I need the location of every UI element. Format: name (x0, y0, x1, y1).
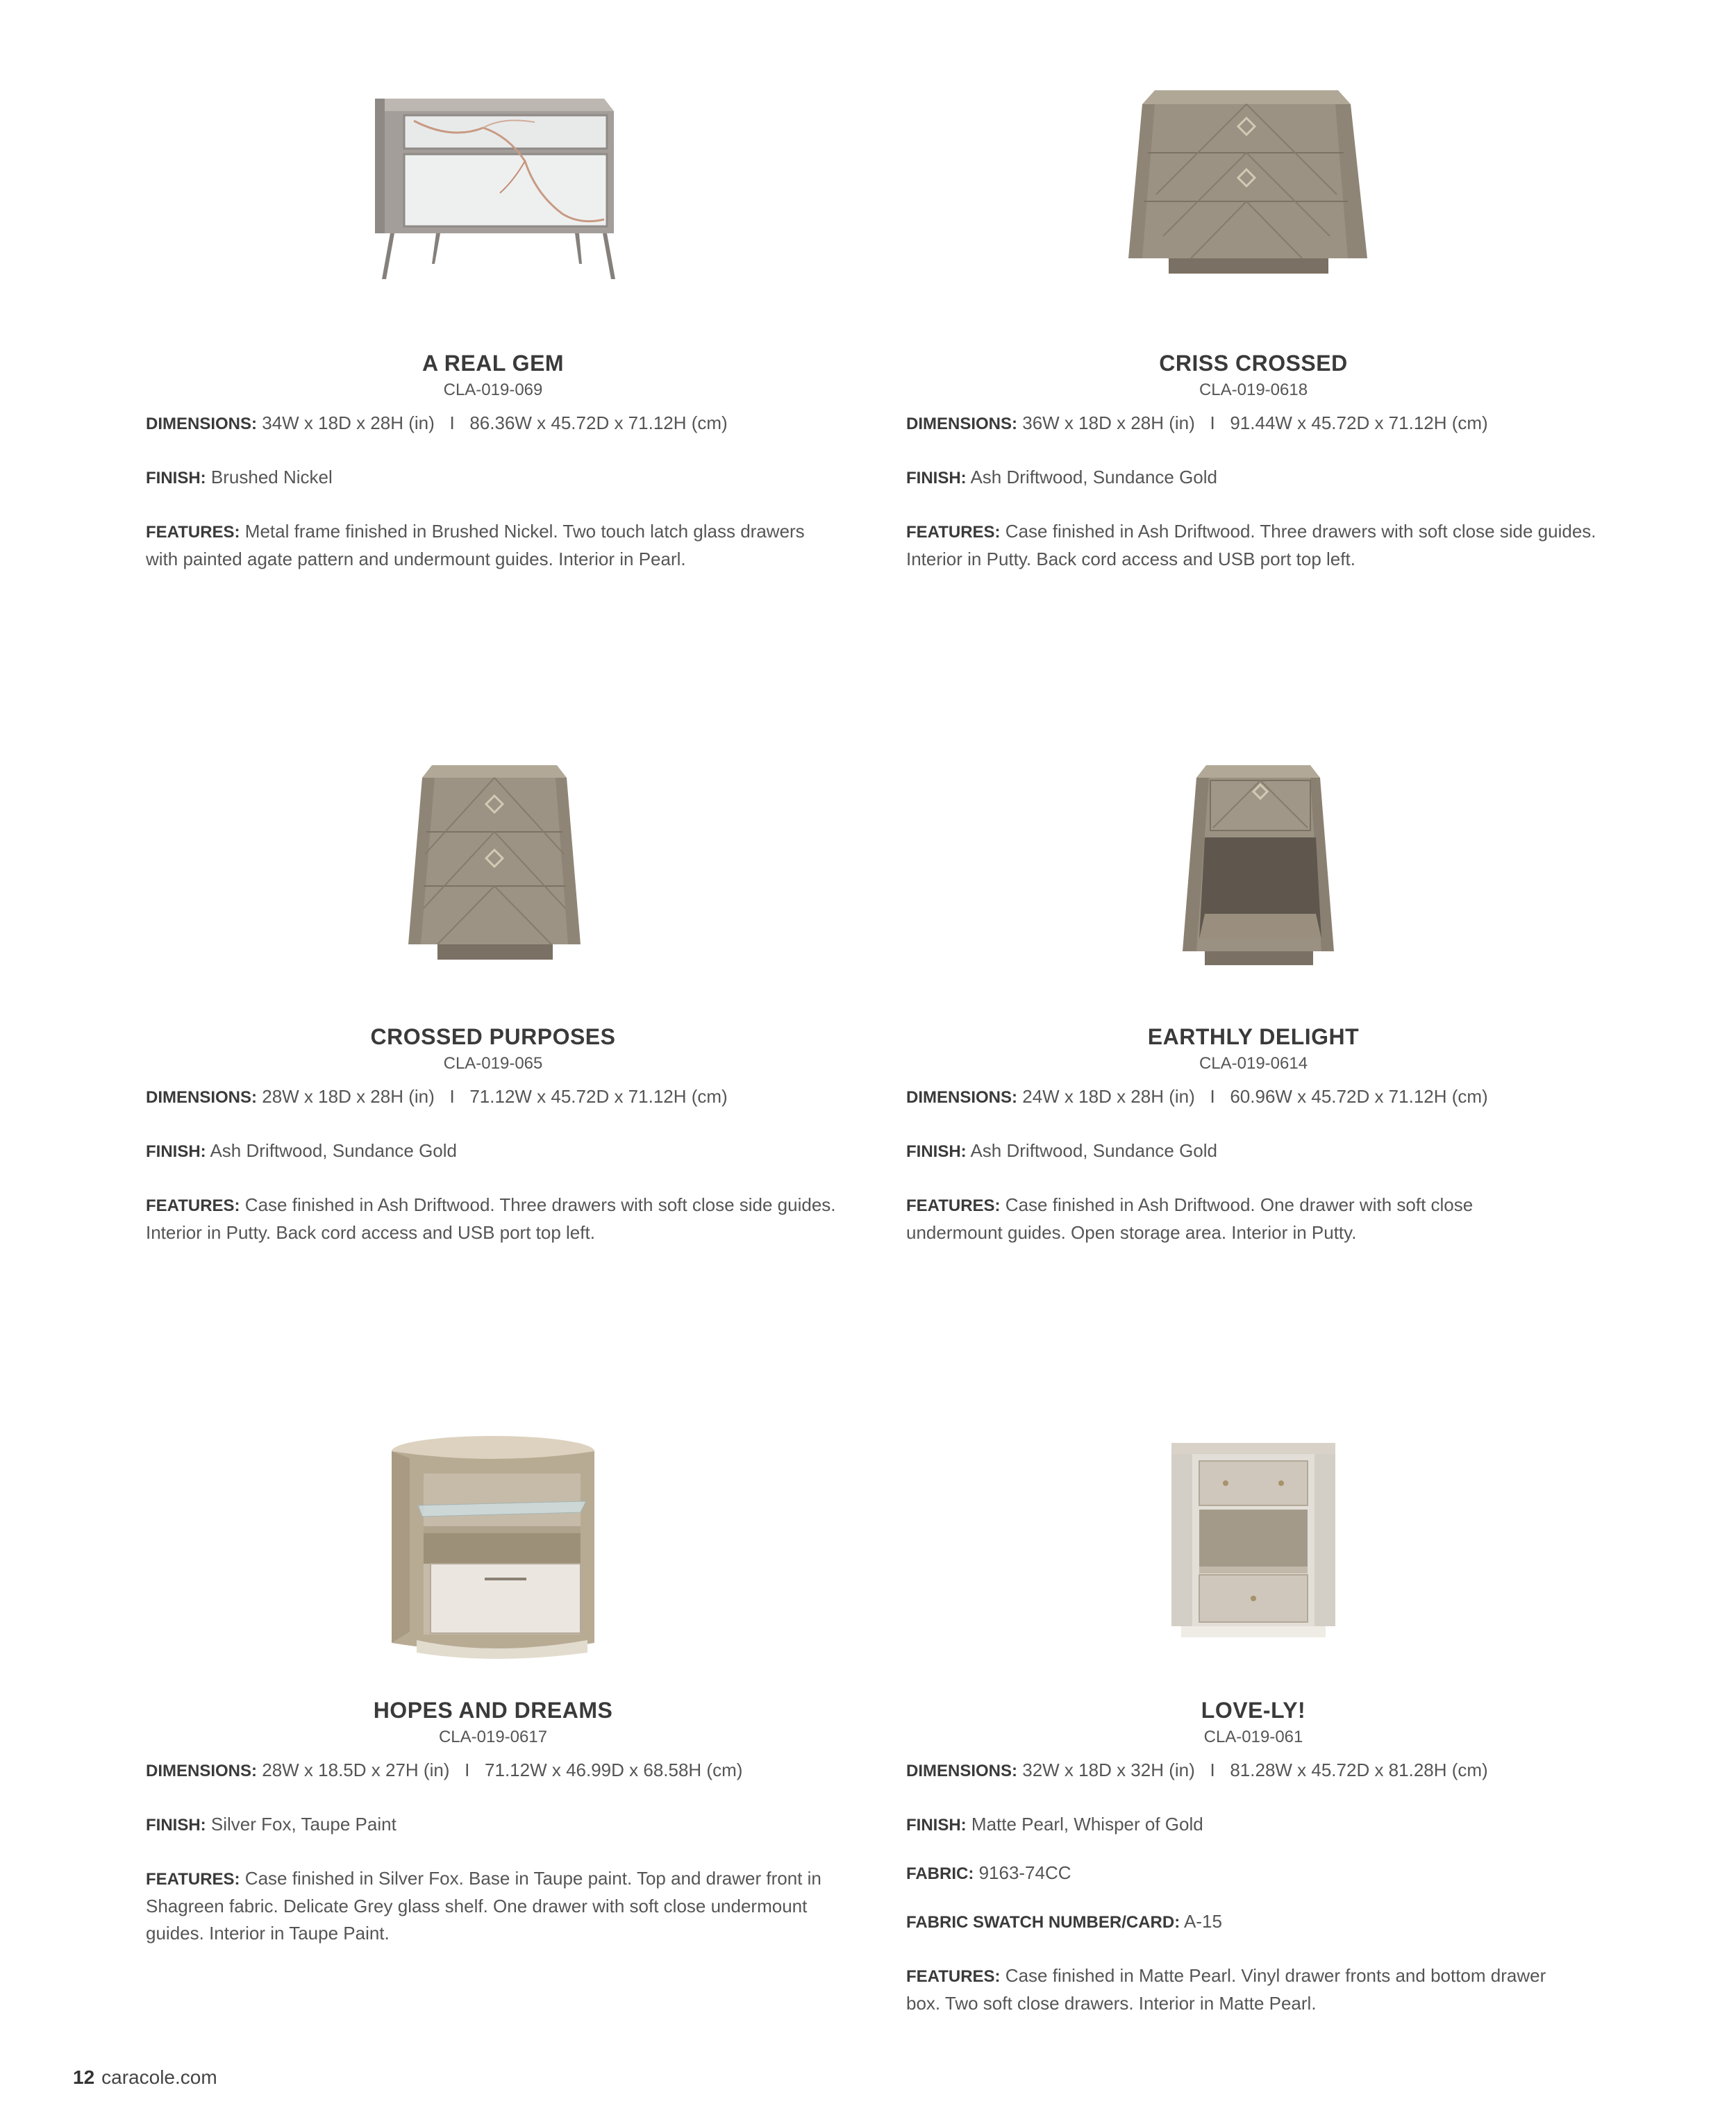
product-sku: CLA-019-061 (1203, 1728, 1303, 1746)
fabric-row: FABRIC: 9163-74CC (906, 1862, 1071, 1883)
finish-row: FINISH: Ash Driftwood, Sundance Gold (146, 1140, 458, 1161)
product-title: EARTHLY DELIGHT (1147, 1024, 1360, 1049)
product-sku: CLA-019-0618 (1199, 381, 1308, 399)
product-title: A REAL GEM (422, 351, 565, 376)
fabric-swatch-row: FABRIC SWATCH NUMBER/CARD: A-15 (906, 1911, 1222, 1932)
finish-row: FINISH: Ash Driftwood, Sundance Gold (906, 467, 1218, 487)
product-sku: CLA-019-069 (443, 381, 543, 399)
product-sku: CLA-019-0614 (1199, 1054, 1308, 1073)
dimensions-row: DIMENSIONS: 34W x 18D x 28H (in) I 86.36W x 45.72D x 71.12H (cm) (146, 412, 728, 433)
page-number: 12 (73, 2066, 95, 2088)
features-row: FEATURES: Case finished in Ash Driftwood. Three drawers with soft close side guides. Interior in Putty. Back cord access and USB port top left. (146, 1194, 836, 1243)
product-title: CRISS CROSSED (1159, 351, 1348, 376)
finish-row: FINISH: Brushed Nickel (146, 467, 333, 487)
dimensions-row: DIMENSIONS: 36W x 18D x 28H (in) I 91.44W x 45.72D x 71.12H (cm) (906, 412, 1488, 433)
product-title: HOPES AND DREAMS (373, 1698, 613, 1723)
dimensions-row: DIMENSIONS: 24W x 18D x 28H (in) I 60.96W x 45.72D x 71.12H (cm) (906, 1086, 1488, 1107)
product-sku: CLA-019-065 (443, 1054, 543, 1073)
product-image (906, 76, 1601, 340)
product-title: CROSSED PURPOSES (370, 1024, 616, 1049)
dimensions-row: DIMENSIONS: 28W x 18D x 28H (in) I 71.12W x 45.72D x 71.12H (cm) (146, 1086, 728, 1107)
dimensions-row: DIMENSIONS: 28W x 18.5D x 27H (in) I 71.12W x 46.99D x 68.58H (cm) (146, 1760, 743, 1780)
finish-row: FINISH: Ash Driftwood, Sundance Gold (906, 1140, 1218, 1161)
product-title: LOVE-LY! (1201, 1698, 1306, 1723)
dimensions-row: DIMENSIONS: 32W x 18D x 32H (in) I 81.28W x 45.72D x 81.28H (cm) (906, 1760, 1488, 1780)
product-image (146, 76, 840, 340)
features-row: FEATURES: Case finished in Ash Driftwood. One drawer with soft close undermount guides. Open storage area. Interior in Putty. (906, 1194, 1474, 1243)
features-row: FEATURES: Metal frame finished in Brushed Nickel. Two touch latch glass drawers with painted agate pattern and undermount guides. Interior in Pearl. (146, 521, 805, 569)
product-image (146, 750, 840, 1014)
page-footer (73, 2066, 217, 2089)
features-row: FEATURES: Case finished in Silver Fox. Base in Taupe paint. Top and drawer front in Shagreen fabric. Delicate Grey glass shelf. One drawer with soft close undermount guides. Interior in Taupe Paint. (146, 1868, 821, 1944)
features-row: FEATURES: Case finished in Ash Driftwood. Three drawers with soft close side guides. Interior in Putty. Back cord access and USB port top left. (906, 521, 1596, 569)
features-row: FEATURES: Case finished in Matte Pearl. Vinyl drawer fronts and bottom drawer box. Two soft close drawers. Interior in Matte Pearl. (906, 1965, 1546, 2014)
finish-row: FINISH: Matte Pearl, Whisper of Gold (906, 1814, 1203, 1835)
product-sku: CLA-019-0617 (438, 1728, 548, 1746)
site-link[interactable]: caracole.com (101, 2066, 217, 2088)
product-image (906, 1423, 1601, 1687)
product-image (906, 750, 1601, 1014)
product-image (146, 1423, 840, 1687)
finish-row: FINISH: Silver Fox, Taupe Paint (146, 1814, 397, 1835)
